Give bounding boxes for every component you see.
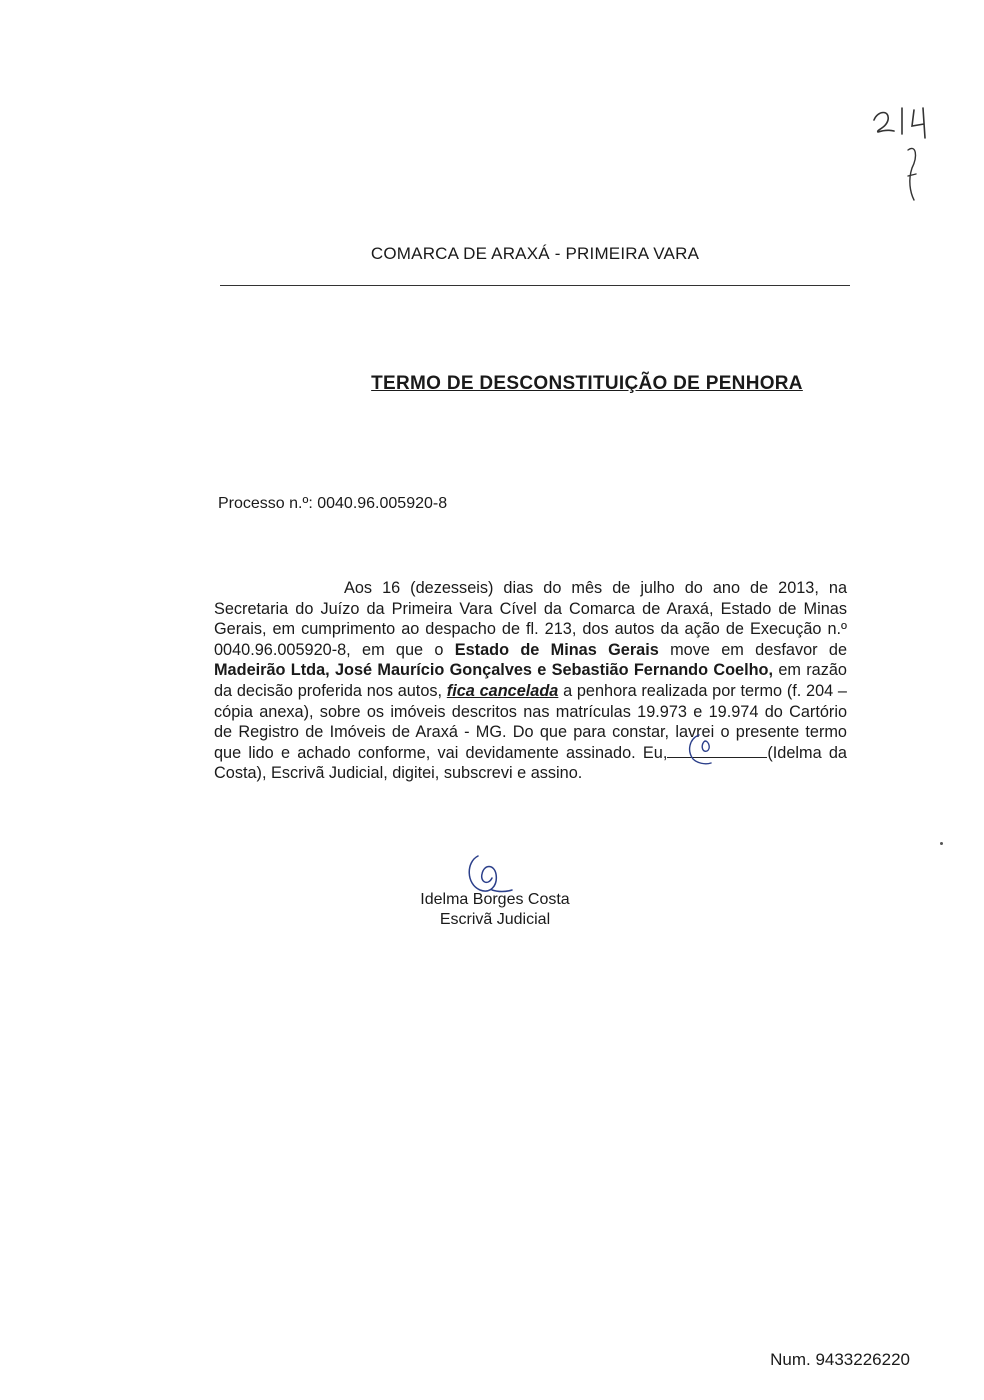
party-plaintiff: Estado de Minas Gerais — [454, 640, 659, 659]
court-header: COMARCA DE ARAXÁ - PRIMEIRA VARA — [370, 244, 700, 263]
body-paragraph — [214, 578, 847, 784]
inline-initials-mark — [685, 733, 725, 767]
party-defendants: Madeirão Ltda, José Maurício Gonçalves e Sebastião Fernando Coelho, — [214, 661, 774, 680]
scan-speck — [940, 842, 943, 845]
body-text-part-2: move em desfavor de — [658, 640, 847, 659]
inline-signature-line — [667, 743, 767, 758]
header-divider — [220, 285, 850, 286]
handwritten-folio-mark — [868, 100, 948, 210]
body-text-part-4: a penhora realizada por termo (f. 204 – cópia anexa), sobre os imóveis descritos nas matrículas 19.973 e 19.974 do Cartório de Registro de Imóveis de Araxá - MG. Do que para constar, lavrei o presente termo que lido e achado conforme, vai devidamente assinado. Eu, — [214, 681, 847, 762]
signer-name: Idelma Borges Costa — [420, 891, 570, 908]
handwritten-folio-number — [868, 100, 948, 215]
body-text-part-1: Aos 16 (dezesseis) dias do mês de julho do ano de 2013, na Secretaria do Juízo da Primeira Vara Cível da Comarca de Araxá, Estado de Minas Gerais, em cumprimento ao despacho de fl. 213, dos autos da ação de Execução n.º 0040.96.005920-8, em que o — [214, 579, 847, 659]
document-id-number: Num. 9433226220 — [770, 1350, 910, 1369]
document-title: TERMO DE DESCONSTITUIÇÃO DE PENHORA — [371, 373, 803, 394]
body-text-part-3: em razão da decisão proferida nos autos, — [214, 661, 847, 700]
process-number: Processo n.º: 0040.96.005920-8 — [218, 495, 448, 512]
body-text-part-5: (Idelma da Costa), Escrivã Judicial, digitei, subscrevi e assino. — [214, 743, 847, 783]
signer-role: Escrivã Judicial — [439, 911, 551, 928]
cancellation-emphasis: fica cancelada — [446, 681, 559, 700]
signature-block — [380, 890, 610, 930]
